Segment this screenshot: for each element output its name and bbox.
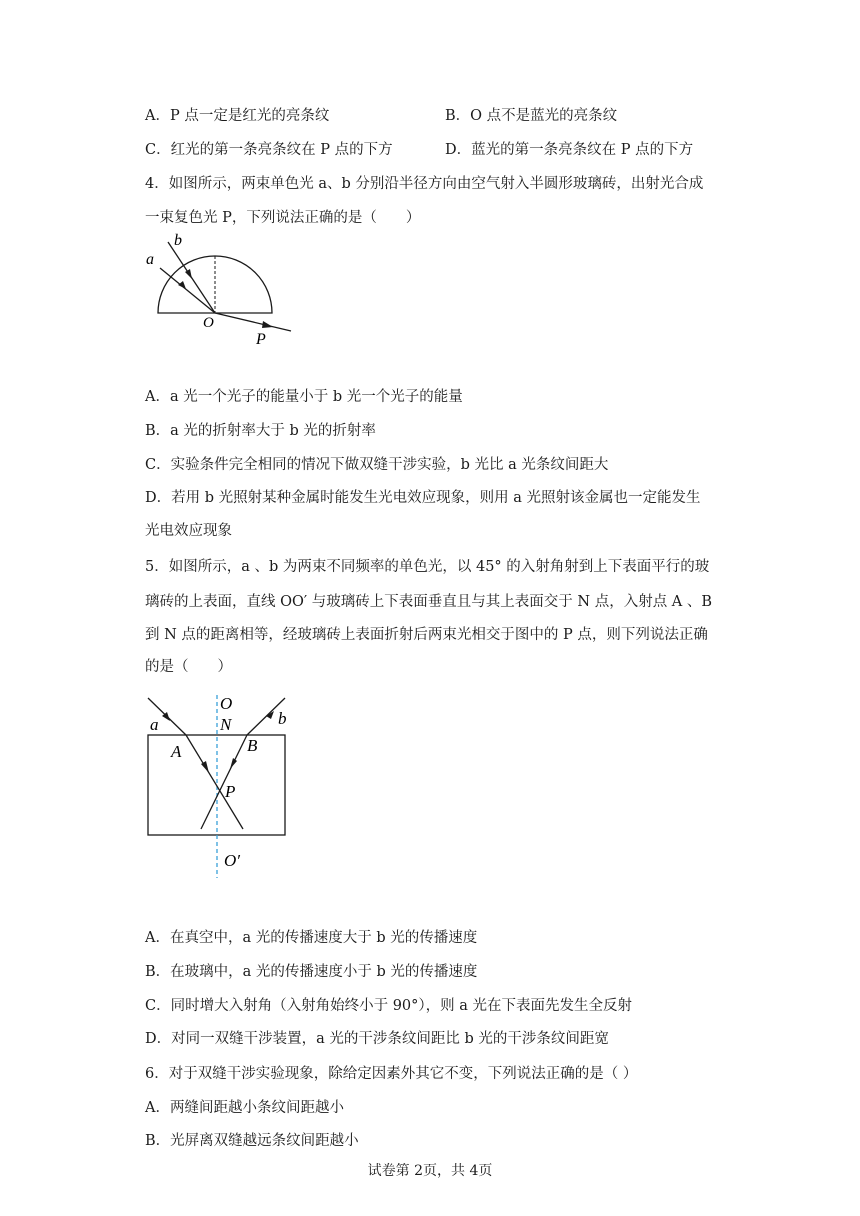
q4-option-d-line1: D．若用 b 光照射某种金属时能发生光电效应现象，则用 a 光照射该金属也一定能发生 [145, 490, 701, 506]
label-p: P [256, 331, 266, 348]
q5-option-c: C．同时增大入射角（入射角始终小于 90°），则 a 光在下表面先发生全反射 [145, 998, 633, 1014]
q4-stem-line1: 4．如图所示，两束单色光 a、b 分别沿半径方向由空气射入半圆形玻璃砖，出射光合成 [145, 176, 704, 192]
ray-a [160, 268, 215, 313]
ray-a-arrow [178, 281, 186, 289]
q4-option-a: A．a 光一个光子的能量小于 b 光一个光子的能量 [145, 389, 463, 405]
q6-option-b: B．光屏离双缝越远条纹间距越小 [145, 1133, 359, 1149]
q5-option-b: B．在玻璃中，a 光的传播速度小于 b 光的传播速度 [145, 964, 478, 980]
label-p: P [225, 782, 236, 801]
label-a: a [146, 251, 154, 268]
ray-p-arrow [262, 321, 273, 328]
prev-option-d: D．蓝光的第一条亮条纹在 P 点的下方 [445, 142, 694, 158]
prev-option-b: B．O 点不是蓝光的亮条纹 [445, 108, 618, 124]
label-a-point: A [171, 742, 182, 761]
q6-option-a: A．两缝间距越小条纹间距越小 [145, 1100, 344, 1116]
semicircle-outline [158, 256, 272, 313]
label-o-prime: O′ [224, 851, 240, 870]
q5-stem-line4: 的是（ ） [145, 659, 232, 675]
label-b-point: B [247, 736, 258, 755]
label-o: O [203, 315, 214, 331]
label-a: a [150, 715, 159, 734]
ray-b-arrow [185, 269, 192, 279]
prev-option-c: C．红光的第一条亮条纹在 P 点的下方 [145, 142, 393, 158]
page-footer: 试卷第 2页，共 4页 [367, 1163, 493, 1179]
q5-stem-line2: 璃砖的上表面，直线 OO′ 与玻璃砖上下表面垂直且与其上表面交于 N 点，入射点 A 、B [145, 594, 713, 610]
q5-stem-line3: 到 N 点的距离相等，经玻璃砖上表面折射后两束光相交于图中的 P 点，则下列说法正确 [145, 627, 708, 643]
label-b: b [278, 709, 287, 728]
ray-p [215, 313, 291, 331]
label-b: b [174, 232, 182, 249]
q5-option-d: D．对同一双缝干涉装置，a 光的干涉条纹间距比 b 光的干涉条纹间距宽 [145, 1031, 609, 1047]
label-o: O [220, 694, 233, 713]
q5-stem-line1: 5．如图所示，a 、b 为两束不同频率的单色光，以 45° 的入射角射到上下表面平行的玻 [145, 559, 710, 575]
ray-b-refracted [201, 735, 247, 829]
q4-option-b: B．a 光的折射率大于 b 光的折射率 [145, 423, 376, 439]
q6-stem: 6．对于双缝干涉实验现象，除给定因素外其它不变，下列说法正确的是（ ） [145, 1066, 638, 1082]
label-n: N [220, 715, 232, 734]
q4-semicircle-figure [140, 228, 300, 352]
q4-option-c: C．实验条件完全相同的情况下做双缝干涉实验，b 光比 a 光条纹间距大 [145, 457, 609, 473]
q5-glass-brick-figure [140, 690, 300, 882]
prev-option-a: A．P 点一定是红光的亮条纹 [145, 108, 330, 124]
q5-option-a: A．在真空中，a 光的传播速度大于 b 光的传播速度 [145, 930, 478, 946]
ray-b-refracted-arrow [230, 758, 237, 769]
q4-option-d-line2: 光电效应现象 [145, 523, 232, 539]
q4-stem-line2: 一束复色光 P，下列说法正确的是（ ） [145, 210, 421, 226]
